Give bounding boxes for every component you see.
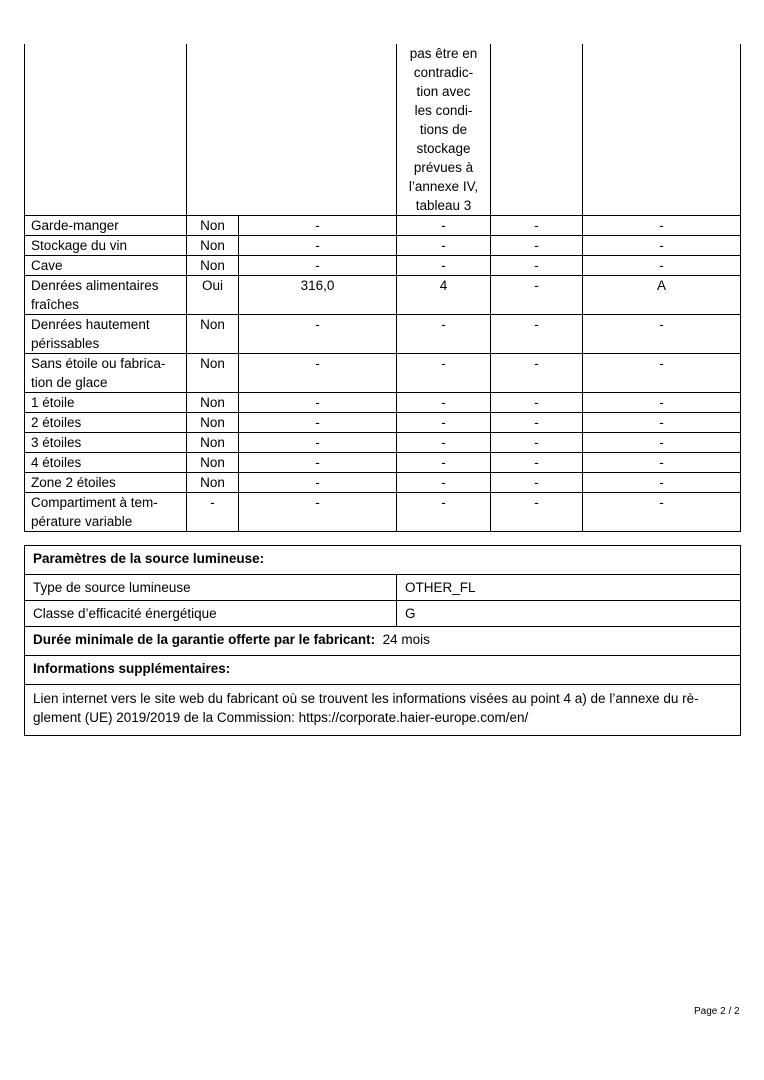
warranty-cell — [25, 627, 741, 656]
continuation-line: l’annexe IV, — [408, 179, 479, 194]
additional-line: Lien internet vers le site web du fabricant où se trouvent les informations visées au point 4 a) de l’annexe du rè- — [33, 691, 699, 706]
compartment-volume: - — [239, 413, 397, 433]
compartment-volume: 316,0 — [239, 276, 397, 315]
compartment-row — [25, 413, 741, 433]
compartment-name-line: 1 étoile — [31, 395, 75, 410]
compartment-class: - — [583, 413, 741, 433]
compartment-name-line: 3 étoiles — [31, 435, 82, 450]
compartment-present: Non — [187, 216, 239, 236]
continuation-line: stockage — [416, 141, 471, 156]
compartment-name — [25, 315, 187, 354]
compartment-temperature: - — [397, 354, 491, 393]
compartment-name — [25, 473, 187, 493]
continuation-line: prévues à — [413, 160, 474, 175]
compartment-defrost: - — [491, 315, 583, 354]
compartment-class: - — [583, 493, 741, 532]
compartment-volume: - — [239, 473, 397, 493]
compartment-name — [25, 453, 187, 473]
compartment-row — [25, 433, 741, 453]
compartment-name-line: Zone 2 étoiles — [31, 475, 116, 490]
compartment-temperature: - — [397, 413, 491, 433]
compartment-volume: - — [239, 216, 397, 236]
compartment-volume: - — [239, 453, 397, 473]
compartment-name-line: Sans étoile ou fabrica- — [31, 356, 166, 371]
compartment-class: - — [583, 256, 741, 276]
compartment-temperature: - — [397, 493, 491, 532]
light-class-row — [25, 601, 741, 627]
compartment-present: Non — [187, 453, 239, 473]
compartment-defrost: - — [491, 354, 583, 393]
cell-empty — [491, 44, 583, 216]
compartment-present: Oui — [187, 276, 239, 315]
compartment-class: - — [583, 433, 741, 453]
page-number: Page 2 / 2 — [694, 1006, 740, 1017]
compartment-class: - — [583, 315, 741, 354]
compartment-name-line: Denrées hautement — [31, 317, 150, 332]
compartment-name-line: tion de glace — [31, 375, 108, 390]
compartment-name — [25, 413, 187, 433]
compartment-name — [25, 354, 187, 393]
additional-text-row — [25, 685, 741, 736]
compartment-name-line: Denrées alimentaires — [31, 278, 159, 293]
compartment-name — [25, 236, 187, 256]
warranty-row — [25, 627, 741, 656]
warranty-value: 24 mois — [382, 632, 430, 647]
compartment-name-line: Stockage du vin — [31, 238, 128, 253]
compartment-temperature: - — [397, 216, 491, 236]
compartment-volume: - — [239, 315, 397, 354]
light-type-row — [25, 575, 741, 601]
compartment-defrost: - — [491, 473, 583, 493]
additional-heading-row — [25, 656, 741, 685]
compartment-defrost: - — [491, 433, 583, 453]
compartment-name-line: Cave — [31, 258, 63, 273]
light-heading: Paramètres de la source lumineuse: — [25, 546, 741, 575]
continuation-row — [25, 44, 741, 216]
compartment-present: Non — [187, 354, 239, 393]
compartment-defrost: - — [491, 413, 583, 433]
compartment-table — [24, 44, 741, 532]
compartment-class: - — [583, 453, 741, 473]
light-heading-row — [25, 546, 741, 575]
compartment-present: Non — [187, 393, 239, 413]
light-class-label: Classe d’efficacité énergétique — [25, 601, 397, 627]
compartment-volume: - — [239, 493, 397, 532]
compartment-temperature: - — [397, 433, 491, 453]
continuation-line: contradic- — [413, 65, 474, 80]
compartment-name — [25, 393, 187, 413]
compartment-name-line: 4 étoiles — [31, 455, 82, 470]
compartment-row — [25, 453, 741, 473]
compartment-class: - — [583, 473, 741, 493]
compartment-defrost: - — [491, 493, 583, 532]
compartment-name — [25, 256, 187, 276]
compartment-temperature: - — [397, 473, 491, 493]
light-type-label: Type de source lumineuse — [25, 575, 397, 601]
compartment-temperature: - — [397, 236, 491, 256]
compartment-class: - — [583, 216, 741, 236]
compartment-row — [25, 354, 741, 393]
compartment-present: Non — [187, 433, 239, 453]
compartment-name-line: pérature variable — [31, 514, 133, 529]
cell-empty — [187, 44, 397, 216]
light-class-value: G — [397, 601, 741, 627]
compartment-name-line: 2 étoiles — [31, 415, 82, 430]
compartment-row — [25, 315, 741, 354]
compartment-defrost: - — [491, 393, 583, 413]
compartment-temperature: - — [397, 315, 491, 354]
compartment-volume: - — [239, 236, 397, 256]
continuation-line: tions de — [419, 122, 468, 137]
compartment-defrost: - — [491, 236, 583, 256]
compartment-present: Non — [187, 315, 239, 354]
continuation-line: tion avec — [416, 84, 471, 99]
compartment-name — [25, 433, 187, 453]
compartment-class: - — [583, 236, 741, 256]
cell-empty — [25, 44, 187, 216]
compartment-present: - — [187, 493, 239, 532]
compartment-row — [25, 276, 741, 315]
continuation-line: pas être en — [409, 46, 478, 61]
compartment-temperature: - — [397, 256, 491, 276]
compartment-volume: - — [239, 393, 397, 413]
compartment-name-line: périssables — [31, 336, 100, 351]
compartment-temperature: 4 — [397, 276, 491, 315]
light-type-value: OTHER_FL — [397, 575, 741, 601]
compartment-temperature: - — [397, 453, 491, 473]
compartment-defrost: - — [491, 276, 583, 315]
compartment-name-line: Garde-manger — [31, 218, 119, 233]
warranty-label: Durée minimale de la garantie offerte par le fabricant: — [33, 632, 376, 647]
compartment-defrost: - — [491, 216, 583, 236]
compartment-present: Non — [187, 236, 239, 256]
compartment-defrost: - — [491, 453, 583, 473]
compartment-volume: - — [239, 256, 397, 276]
continuation-line: les condi- — [414, 103, 473, 118]
compartment-row — [25, 216, 741, 236]
compartment-row — [25, 473, 741, 493]
compartment-row — [25, 393, 741, 413]
additional-text — [25, 685, 741, 736]
compartment-name — [25, 216, 187, 236]
additional-heading: Informations supplémentaires: — [25, 656, 741, 685]
additional-line: glement (UE) 2019/2019 de la Commission: https://corporate.haier-europe.com/en/ — [33, 710, 529, 725]
compartment-defrost: - — [491, 256, 583, 276]
continuation-line: tableau 3 — [415, 198, 472, 213]
compartment-present: Non — [187, 413, 239, 433]
compartment-row — [25, 256, 741, 276]
compartment-class: A — [583, 276, 741, 315]
compartment-name — [25, 493, 187, 532]
compartment-present: Non — [187, 256, 239, 276]
compartment-name — [25, 276, 187, 315]
compartment-name-line: fraîches — [31, 297, 80, 312]
compartment-present: Non — [187, 473, 239, 493]
compartment-row — [25, 236, 741, 256]
compartment-volume: - — [239, 354, 397, 393]
info-table — [24, 545, 741, 736]
compartment-class: - — [583, 354, 741, 393]
compartment-temperature: - — [397, 393, 491, 413]
cell-empty — [583, 44, 741, 216]
compartment-name-line: Compartiment à tem- — [31, 495, 158, 510]
compartment-volume: - — [239, 433, 397, 453]
compartment-row — [25, 493, 741, 532]
compartment-class: - — [583, 393, 741, 413]
continuation-cell — [397, 44, 491, 216]
